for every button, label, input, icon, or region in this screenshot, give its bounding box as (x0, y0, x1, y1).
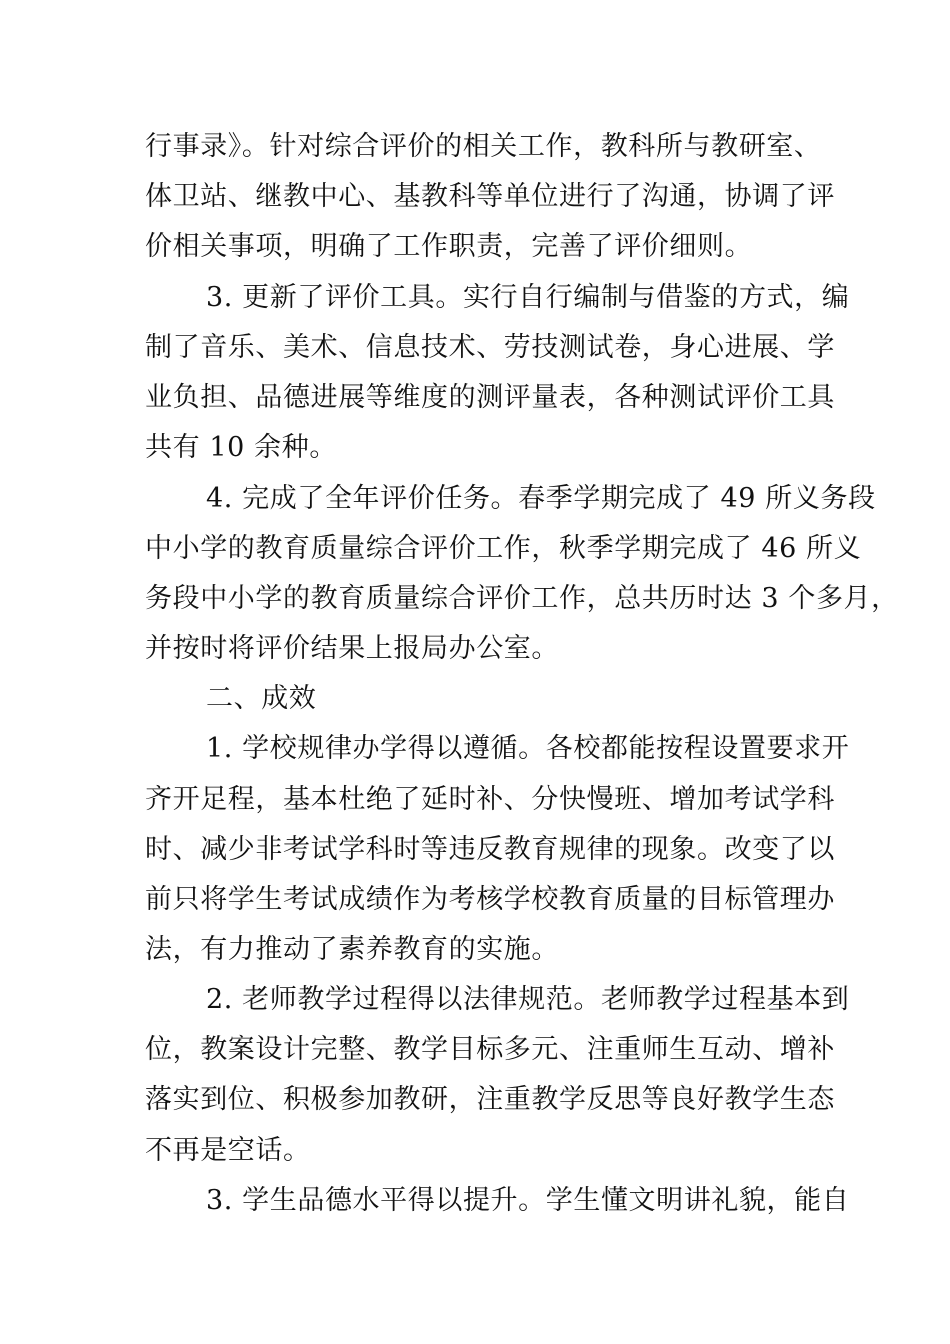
text-line: 时、减少非考试学科时等违反教育规律的现象。改变了以 (145, 834, 835, 865)
text-line: 体卫站、继教中心、基教科等单位进行了沟通，协调了评 (145, 181, 835, 212)
text-line: 前只将学生考试成绩作为考核学校教育质量的目标管理办 (145, 884, 835, 915)
paragraph-start-4: 4. 完成了全年评价任务。春季学期完成了 49 所义务段 (206, 483, 876, 514)
text-line: 法，有力推动了素养教育的实施。 (145, 934, 559, 965)
text-line: 业负担、品德进展等维度的测评量表，各种测试评价工具 (145, 382, 835, 413)
text-line: 务段中小学的教育质量综合评价工作，总共历时达 3 个多月， (145, 583, 899, 614)
paragraph-start-3b: 3. 学生品德水平得以提升。学生懂文明讲礼貌，能自 (206, 1185, 850, 1216)
text-line: 位，教案设计完整、教学目标多元、注重师生互动、增补 (145, 1034, 835, 1065)
text-line: 不再是空话。 (145, 1135, 311, 1166)
text-line: 中小学的教育质量综合评价工作，秋季学期完成了 46 所义 (145, 533, 862, 564)
paragraph-start-2: 2. 老师教学过程得以法律规范。老师教学过程基本到 (206, 984, 850, 1015)
paragraph-start-3: 3. 更新了评价工具。实行自行编制与借鉴的方式，编 (206, 282, 850, 313)
text-line: 并按时将评价结果上报局办公室。 (145, 633, 559, 664)
paragraph-start-1: 1. 学校规律办学得以遵循。各校都能按程设置要求开 (206, 733, 850, 764)
text-line: 齐开足程，基本杜绝了延时补、分快慢班、增加考试学科 (145, 784, 835, 815)
section-heading: 二、成效 (206, 683, 317, 714)
text-line: 行事录》。针对综合评价的相关工作，教科所与教研室、 (145, 131, 822, 162)
text-line: 价相关事项，明确了工作职责，完善了评价细则。 (145, 231, 753, 262)
text-line: 落实到位、积极参加教研，注重教学反思等良好教学生态 (145, 1084, 835, 1115)
text-line: 共有 10 余种。 (145, 432, 337, 463)
text-line: 制了音乐、美术、信息技术、劳技测试卷，身心进展、学 (145, 332, 835, 363)
